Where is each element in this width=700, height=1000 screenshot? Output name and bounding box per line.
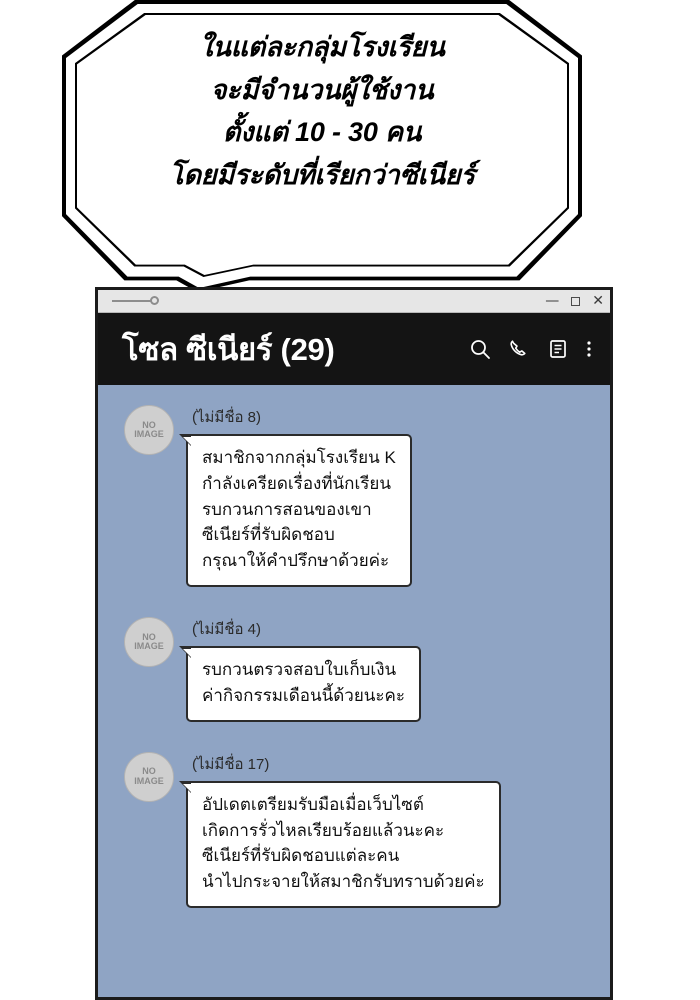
chat-message-list <box>98 385 610 998</box>
narration-line-4: โดยมีระดับที่เรียกว่าซีเนียร์ <box>169 159 475 190</box>
bubble-tail-fill <box>183 437 192 446</box>
message-line: กำลังเครียดเรื่องที่นักเรียน <box>202 473 391 493</box>
avatar[interactable] <box>124 752 174 802</box>
more-options-icon[interactable] <box>586 338 592 360</box>
avatar-line-1: NO <box>142 766 156 777</box>
maximize-button[interactable] <box>571 297 580 306</box>
avatar-line-2: IMAGE <box>134 429 164 439</box>
bubble-tail-fill <box>183 784 192 793</box>
message-sender: (ไม่มีชื่อ 4) <box>192 621 262 639</box>
window-drag-dot[interactable] <box>150 296 159 305</box>
chat-header <box>98 313 610 385</box>
message-line: กรุณาให้คำปรึกษาด้วยค่ะ <box>202 551 390 571</box>
window-title-bar <box>98 290 610 313</box>
narration-line-1: ในแต่ละกลุ่มโรงเรียน <box>199 32 445 62</box>
note-icon[interactable] <box>547 338 569 360</box>
list-item <box>98 617 610 722</box>
narration-line-2: จะมีจำนวนผู้ใช้งาน <box>210 74 434 105</box>
message-bubble <box>186 434 412 587</box>
narration-text <box>62 26 582 197</box>
message-line: อัปเดตเตรียมรับมือเมื่อเว็บไซต์ <box>202 794 424 814</box>
message-sender: (ไม่มีชื่อ 17) <box>192 755 270 773</box>
search-icon[interactable] <box>469 338 491 360</box>
message-column <box>186 405 412 587</box>
avatar-line-1: NO <box>142 631 156 642</box>
message-line: ซีเนียร์ที่รับผิดชอบ <box>202 525 335 545</box>
message-line: รบกวนตรวจสอบใบเก็บเงิน <box>202 660 397 680</box>
narration-line-3: ตั้งแต่ 10 - 30 คน <box>222 117 422 148</box>
message-sender: (ไม่มีชื่อ 8) <box>192 409 262 426</box>
avatar-line-1: NO <box>142 419 156 430</box>
narration-speech-bubble <box>62 0 582 292</box>
message-line: รบกวนการสอนของเขา <box>202 499 372 519</box>
message-column <box>186 752 501 908</box>
minimize-button[interactable]: — <box>545 293 560 309</box>
message-line: สมาชิกจากกลุ่มโรงเรียน K <box>202 448 396 467</box>
message-line: ค่ากิจกรรมเดือนนี้ด้วยนะคะ <box>202 685 406 705</box>
chat-window <box>95 287 613 1000</box>
message-column <box>186 617 421 722</box>
list-item <box>98 405 610 587</box>
avatar[interactable] <box>124 405 174 455</box>
chat-room-title: โซล ซีเนียร์ (29) <box>122 332 335 367</box>
bubble-tail-fill <box>183 649 192 658</box>
window-drag-handle[interactable] <box>112 300 152 302</box>
message-line: เกิดการรั่วไหลเรียบร้อยแล้วนะคะ <box>202 820 445 840</box>
close-button[interactable]: ✕ <box>592 293 604 309</box>
list-item <box>98 752 610 908</box>
phone-icon[interactable] <box>508 338 530 360</box>
message-line: ซีเนียร์ที่รับผิดชอบแต่ละคน <box>202 846 400 866</box>
avatar-line-2: IMAGE <box>134 775 164 786</box>
message-bubble <box>186 781 501 908</box>
message-line: นำไปกระจายให้สมาชิกรับทราบด้วยค่ะ <box>202 872 485 892</box>
avatar[interactable] <box>124 617 174 667</box>
avatar-line-2: IMAGE <box>134 641 164 652</box>
message-bubble <box>186 646 421 722</box>
